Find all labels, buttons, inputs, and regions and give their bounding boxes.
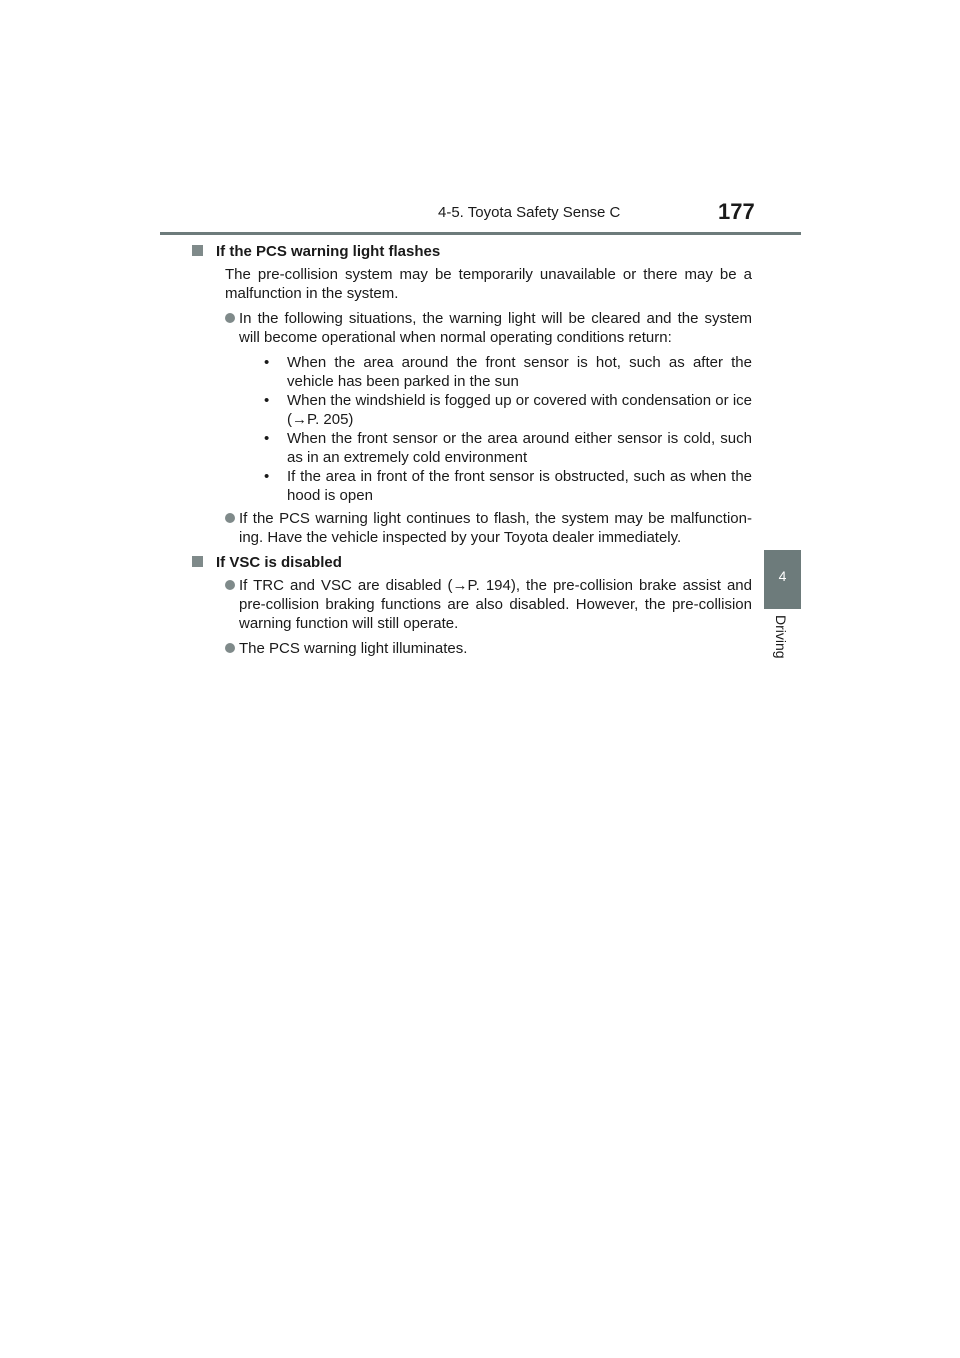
chapter-label (771, 615, 791, 675)
sub-list-item (264, 429, 752, 467)
chapter-tab (764, 550, 801, 609)
circle-bullet-icon (225, 513, 235, 523)
page-content (200, 242, 752, 664)
bullet-text: If the PCS warning light continues to flash, the system may be malfunction-ing. Have the vehicle inspected by your Toyota dealer immediately. (239, 510, 752, 546)
sub-item-text: When the area around the front sensor is hot, such as after the vehicle has been parked in the sun (287, 354, 752, 390)
header-rule (160, 232, 801, 235)
list-item (225, 309, 752, 347)
bullet-text: The PCS warning light illuminates. (239, 640, 468, 657)
dot-marker-icon: • (264, 430, 270, 447)
heading-text: If VSC is disabled (216, 554, 342, 571)
sub-item-text: When the windshield is fogged up or covered with condensation or ice (→P. 205) (287, 392, 752, 428)
header-section-title: 4-5. Toyota Safety Sense C (438, 204, 621, 221)
square-bullet-icon (192, 556, 203, 567)
dot-marker-icon: • (264, 392, 270, 409)
square-bullet-icon (192, 245, 203, 256)
sub-list-item (264, 353, 752, 391)
list-item (225, 639, 752, 658)
bullet-text: If TRC and VSC are disabled (→P. 194), the pre-collision brake assist and pre-collision braking functions are also disabled. However, the pre-collision warning function will still operate. (239, 577, 752, 632)
pcs-flash-intro: The pre-collision system may be temporarily unavailable or there may be a malfunction in the system. (225, 266, 752, 302)
list-item (225, 576, 752, 633)
list-item (225, 509, 752, 547)
sub-list-item (264, 467, 752, 505)
bullet-text: In the following situations, the warning light will be cleared and the system will become operational when normal operating conditions return: (239, 310, 752, 346)
circle-bullet-icon (225, 580, 235, 590)
heading-text: If the PCS warning light flashes (216, 243, 441, 260)
page-number: 177 (718, 199, 755, 224)
sub-item-text: If the area in front of the front sensor is obstructed, such as when the hood is open (287, 468, 752, 504)
section-heading-vsc-disabled (191, 553, 752, 572)
circle-bullet-icon (225, 643, 235, 653)
sub-item-text: When the front sensor or the area around either sensor is cold, such as in an extremely cold environment (287, 430, 752, 466)
chapter-label-text: Driving (773, 615, 789, 659)
dot-marker-icon: • (264, 354, 270, 371)
chapter-number: 4 (778, 568, 787, 584)
circle-bullet-icon (225, 313, 235, 323)
sub-list-item (264, 391, 752, 429)
dot-marker-icon: • (264, 468, 270, 485)
section-heading-pcs-flash (191, 242, 752, 261)
